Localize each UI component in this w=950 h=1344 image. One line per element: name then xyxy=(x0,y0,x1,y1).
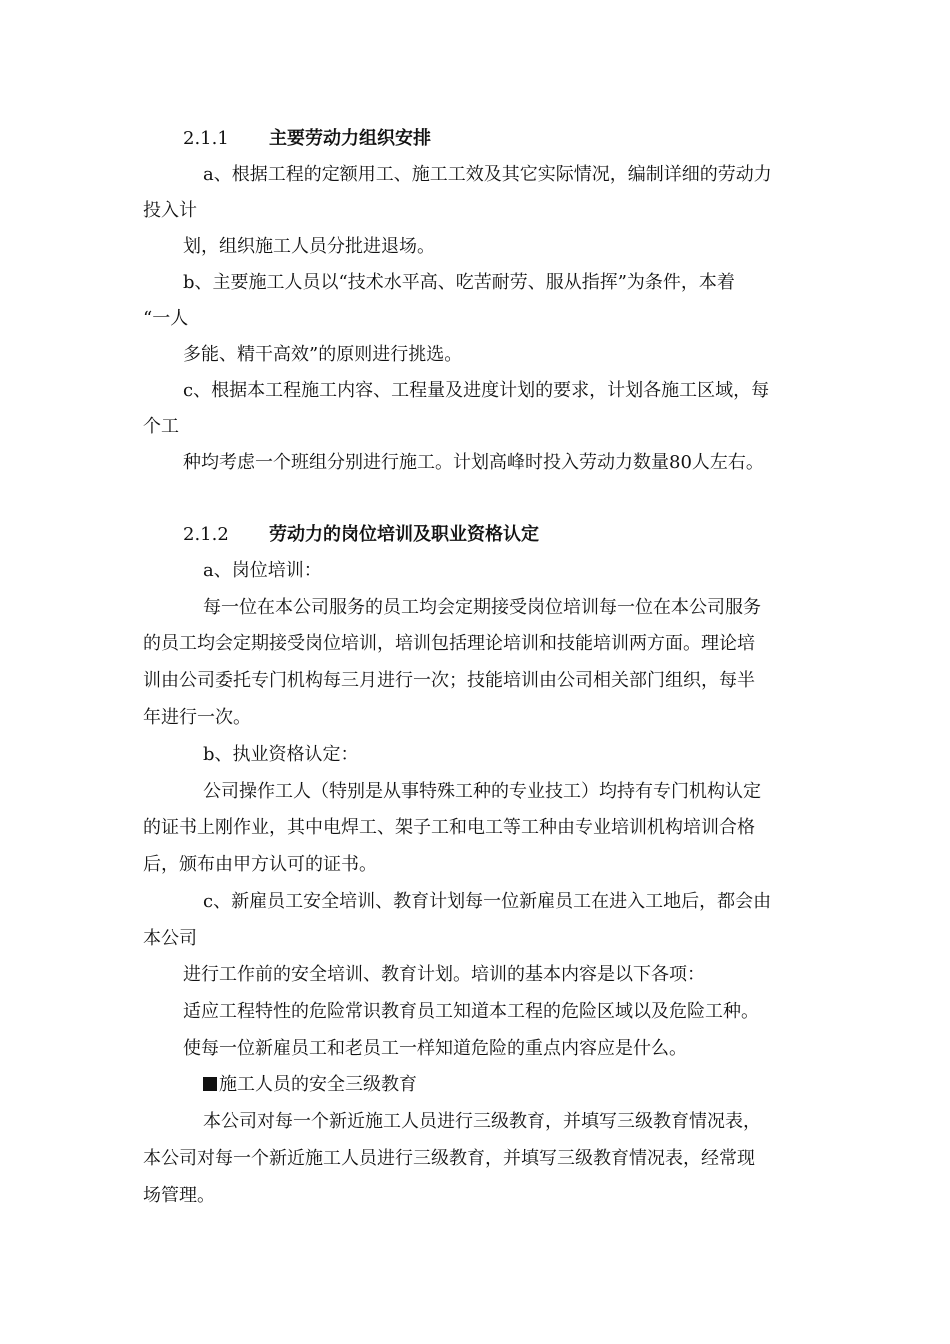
paragraph-line: b、主要施工人员以“技术水平高、吃苦耐劳、服从指挥”为条件，本着 xyxy=(183,272,735,293)
paragraph-line: a、根据工程的定额用工、施工工效及其它实际情况，编制详细的劳动力 xyxy=(203,164,772,185)
paragraph-line: 本公司对每一个新近施工人员进行三级教育，并填写三级教育情况表， xyxy=(203,1111,761,1132)
paragraph-line: 投入计 xyxy=(143,200,197,221)
paragraph-line: a、岗位培训： xyxy=(203,560,322,581)
paragraph-line: 个工 xyxy=(143,416,179,437)
paragraph-line: 本公司对每一个新近施工人员进行三级教育，并填写三级教育情况表，经常现 xyxy=(143,1148,755,1169)
section-heading xyxy=(183,523,539,547)
paragraph-line: 种均考虑一个班组分别进行施工。计划高峰时投入劳动力数量80人左右。 xyxy=(183,452,764,473)
paragraph-line: c、根据本工程施工内容、工程量及进度计划的要求，计划各施工区域，每 xyxy=(183,380,770,401)
paragraph-line: 每一位在本公司服务的员工均会定期接受岗位培训每一位在本公司服务 xyxy=(203,597,761,618)
paragraph-line: 后，颁布由甲方认可的证书。 xyxy=(143,854,377,875)
bullet-text: 施工人员的安全三级教育 xyxy=(219,1074,417,1095)
section-heading xyxy=(183,127,431,151)
paragraph-line: 的证书上刚作业，其中电焊工、架子工和电工等工种由专业培训机构培训合格 xyxy=(143,817,755,838)
paragraph-line: 训由公司委托专门机构每三月进行一次；技能培训由公司相关部门组织，每半 xyxy=(143,670,755,691)
paragraph-line: 年进行一次。 xyxy=(143,707,251,728)
bullet-heading xyxy=(203,1073,417,1097)
paragraph-line: 划，组织施工人员分批进退场。 xyxy=(183,236,435,257)
paragraph-line: 场管理。 xyxy=(143,1185,215,1206)
paragraph-line: 多能、精干高效”的原则进行挑选。 xyxy=(183,344,463,365)
paragraph-line: 使每一位新雇员工和老员工一样知道危险的重点内容应是什么。 xyxy=(183,1038,687,1059)
paragraph-line: “一人 xyxy=(143,308,189,329)
paragraph-line: c、新雇员工安全培训、教育计划每一位新雇员工在进入工地后，都会由 xyxy=(203,891,772,912)
section-number: 2.1.2 xyxy=(183,524,229,545)
paragraph-line: 公司操作工人（特别是从事特殊工种的专业技工）均持有专门机构认定 xyxy=(203,781,761,802)
square-bullet-icon xyxy=(203,1077,217,1091)
section-title: 主要劳动力组织安排 xyxy=(269,128,431,149)
paragraph-line: b、执业资格认定： xyxy=(203,744,359,765)
paragraph-line: 的员工均会定期接受岗位培训，培训包括理论培训和技能培训两方面。理论培 xyxy=(143,633,755,654)
paragraph-line: 适应工程特性的危险常识教育员工知道本工程的危险区域以及危险工种。 xyxy=(183,1001,759,1022)
section-title: 劳动力的岗位培训及职业资格认定 xyxy=(269,524,539,545)
section-number: 2.1.1 xyxy=(183,128,229,149)
paragraph-line: 本公司 xyxy=(143,928,197,949)
paragraph-line: 进行工作前的安全培训、教育计划。培训的基本内容是以下各项： xyxy=(183,964,705,985)
